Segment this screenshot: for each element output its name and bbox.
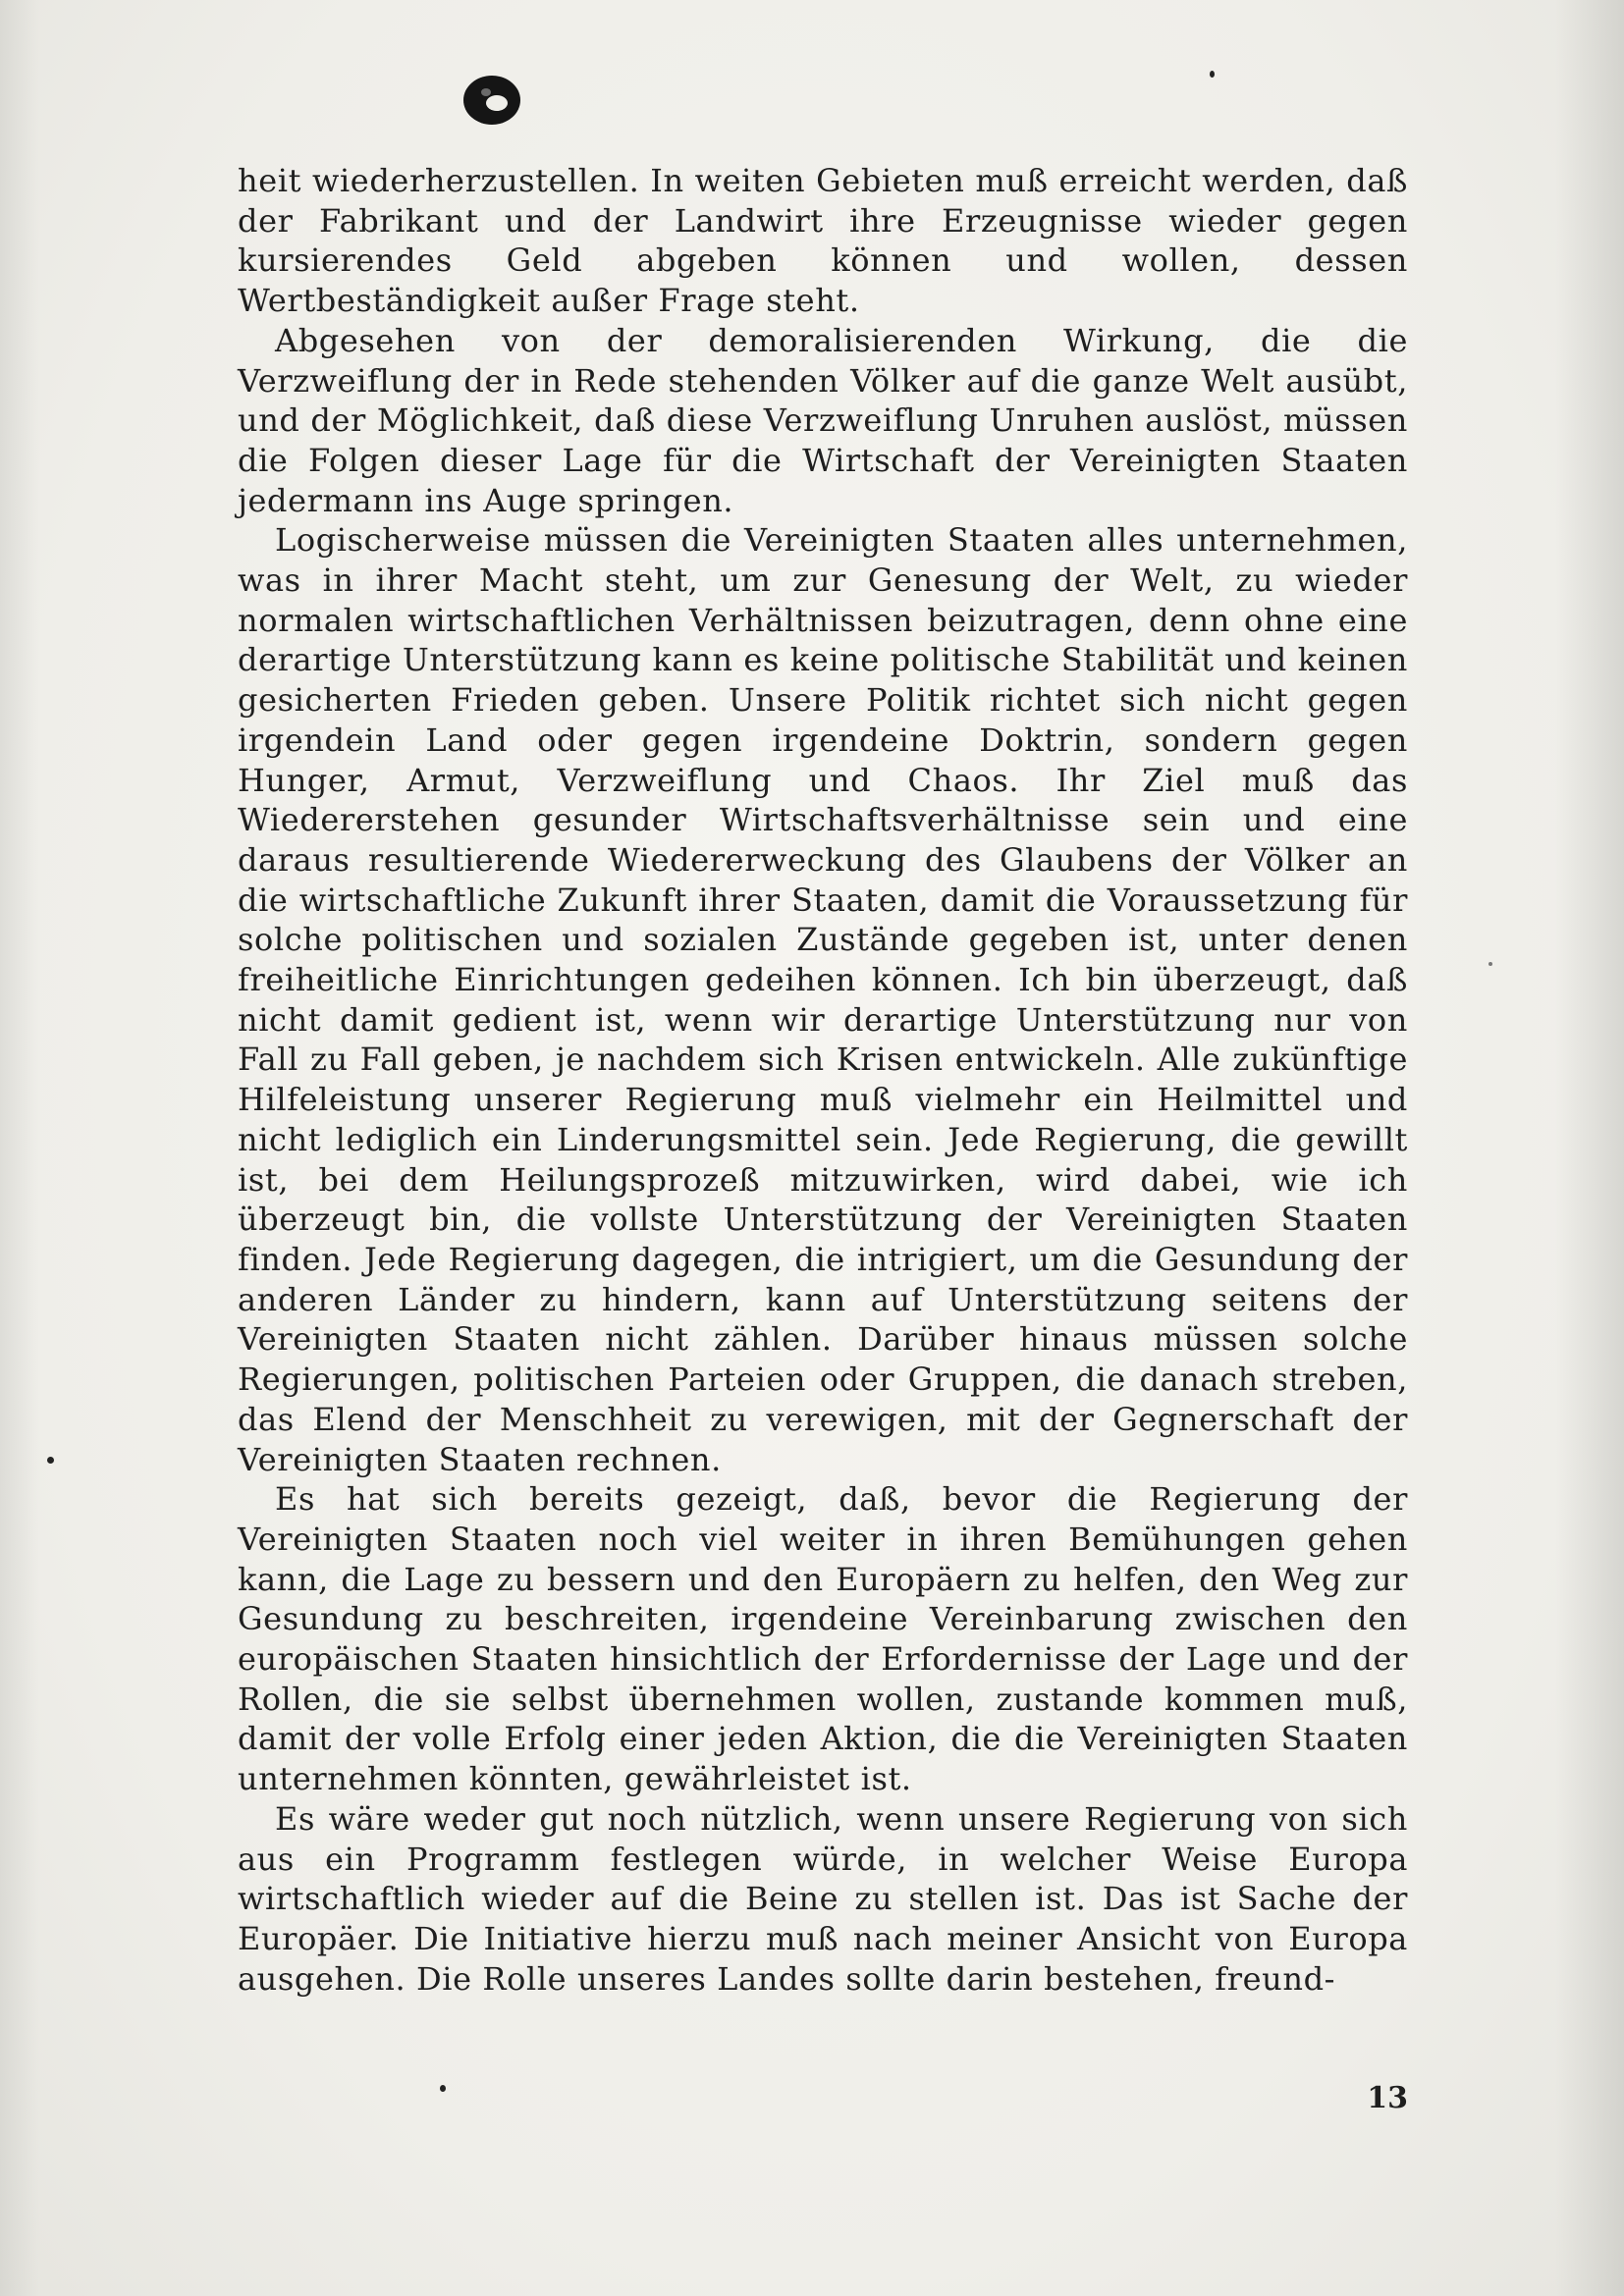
- paragraph: Abgesehen von der demoralisierenden Wirkung, die die Verzweiflung der in Rede stehenden Völker auf die ganze Welt ausübt, und der Möglichkeit, daß diese Verzweiflung Unruhen auslöst, müssen die Folgen dieser Lage für die Wirtschaft der Vereinigten Staaten jedermann ins Auge springen.: [238, 321, 1408, 519]
- paragraph: Es wäre weder gut noch nützlich, wenn unsere Regierung von sich aus ein Programm festlegen würde, in welcher Weise Europa wirtschaftlich wieder auf die Beine zu stellen ist. Das ist Sache der Europäer. Die Initiative hierzu muß nach meiner Ansicht von Europa ausgehen. Die Rolle unseres Landes sollte darin bestehen, freund-: [238, 1799, 1408, 1998]
- body-text: [238, 161, 1408, 1999]
- page-number: 13: [1367, 2081, 1408, 2115]
- page-edge-shadow-right: [1555, 0, 1624, 2296]
- paragraph: Logischerweise müssen die Vereinigten Staaten alles unternehmen, was in ihrer Macht steht, um zur Genesung der Welt, zu wieder normalen wirtschaftlichen Verhältnissen beizutragen, denn ohne eine derartige Unterstützung kann es keine politische Stabilität und keinen gesicherten Frieden geben. Unsere Politik richtet sich nicht gegen irgendein Land oder gegen irgendeine Doktrin, sondern gegen Hunger, Armut, Verzweiflung und Chaos. Ihr Ziel muß das Wiedererstehen gesunder Wirtschaftsverhältnisse sein und eine daraus resultierende Wiedererweckung des Glaubens der Völker an die wirtschaftliche Zukunft ihrer Staaten, damit die Voraussetzung für solche politischen und sozialen Zustände gegeben ist, unter denen freiheitliche Einrichtungen gedeihen können. Ich bin überzeugt, daß nicht damit gedient ist, wenn wir derartige Unterstützung nur von Fall zu Fall geben, je nachdem sich Krisen entwickeln. Alle zukünftige Hilfeleistung unserer Regierung muß vielmehr ein Heilmittel und nicht lediglich ein Linderungsmittel sein. Jede Regierung, die gewillt ist, bei dem Heilungsprozeß mitzuwirken, wird dabei, wie ich überzeugt bin, die vollste Unterstützung der Vereinigten Staaten finden. Jede Regierung dagegen, die intrigiert, um die Gesundung der anderen Länder zu hindern, kann auf Unterstützung seitens der Vereinigten Staaten nicht zählen. Darüber hinaus müssen solche Regierungen, politischen Parteien oder Gruppen, die danach streben, das Elend der Menschheit zu verewigen, mit der Gegnerschaft der Vereinigten Staaten rechnen.: [238, 521, 1408, 1478]
- dust-speck: [1489, 962, 1492, 966]
- dust-speck: [1210, 71, 1215, 78]
- paragraph: Es hat sich bereits gezeigt, daß, bevor die Regierung der Vereinigten Staaten noch viel weiter in ihren Bemühungen gehen kann, die Lage zu bessern und den Europäern zu helfen, den Weg zur Gesundung zu beschreiten, irgendeine Vereinbarung zwischen den europäischen Staaten hinsichtlich der Erfordernisse der Lage und der Rollen, die sie selbst übernehmen wollen, zustande kommen muß, damit der volle Erfolg einer jeden Aktion, die die Vereinigten Staaten unternehmen könnten, gewährleistet ist.: [238, 1480, 1408, 1798]
- dust-speck: [47, 1457, 54, 1464]
- page-edge-shadow-left: [0, 0, 39, 2296]
- paragraph: heit wiederherzustellen. In weiten Gebieten muß erreicht werden, daß der Fabrikant und der Landwirt ihre Erzeugnisse wieder gegen kursierendes Geld abgeben können und wollen, dessen Wertbeständigkeit außer Frage steht.: [238, 162, 1408, 320]
- ink-blot-mark: [460, 71, 524, 128]
- dust-speck: [440, 2085, 446, 2092]
